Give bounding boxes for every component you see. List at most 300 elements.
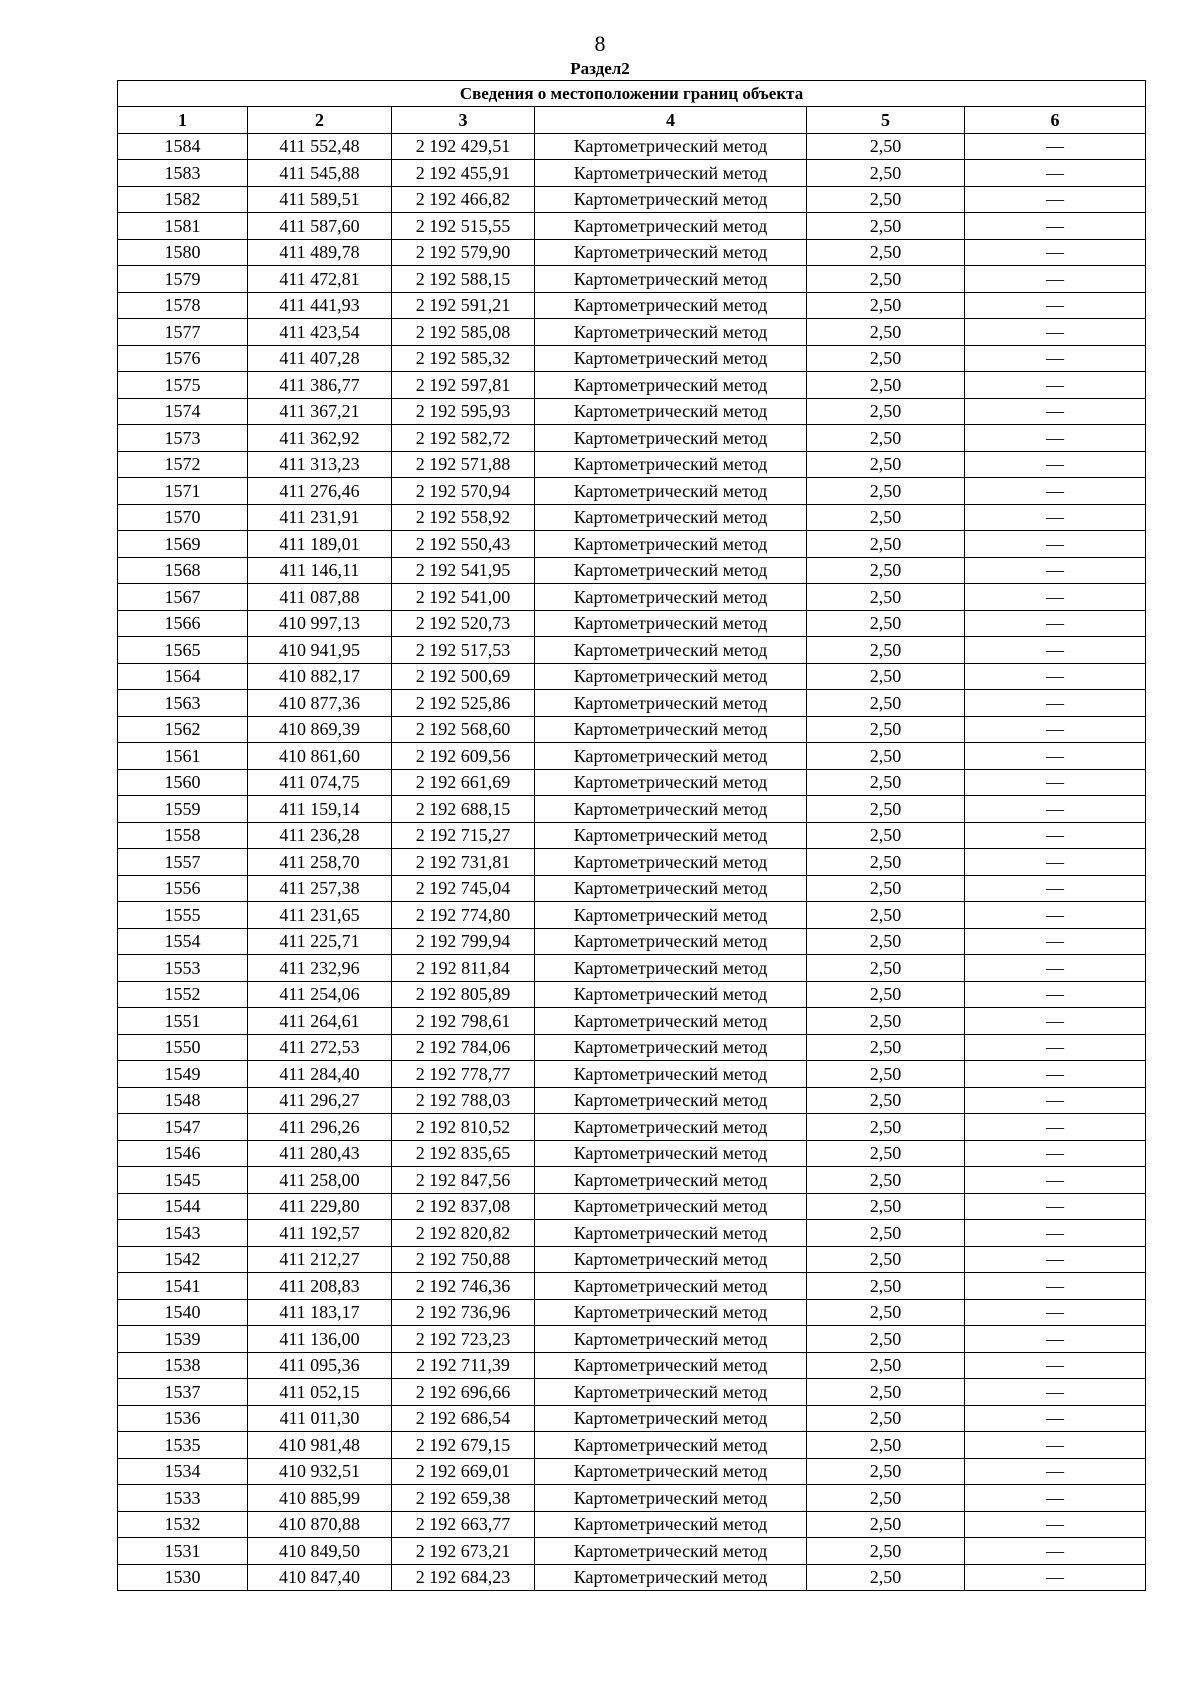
method-cell: Картометрический метод — [535, 1352, 807, 1379]
y-coordinate-cell: 2 192 788,03 — [392, 1087, 535, 1114]
description-cell: — — [965, 292, 1146, 319]
description-cell: — — [965, 822, 1146, 849]
point-number-cell: 1561 — [118, 743, 248, 770]
point-number-cell: 1564 — [118, 663, 248, 690]
x-coordinate-cell: 411 074,75 — [248, 769, 392, 796]
x-coordinate-cell: 411 552,48 — [248, 133, 392, 160]
x-coordinate-cell: 410 932,51 — [248, 1458, 392, 1485]
point-number-cell: 1584 — [118, 133, 248, 160]
y-coordinate-cell: 2 192 429,51 — [392, 133, 535, 160]
x-coordinate-cell: 411 183,17 — [248, 1299, 392, 1326]
method-cell: Картометрический метод — [535, 610, 807, 637]
y-coordinate-cell: 2 192 673,21 — [392, 1538, 535, 1565]
point-number-cell: 1533 — [118, 1485, 248, 1512]
y-coordinate-cell: 2 192 731,81 — [392, 849, 535, 876]
point-number-cell: 1554 — [118, 928, 248, 955]
accuracy-cell: 2,50 — [807, 663, 965, 690]
table-row — [118, 663, 1146, 690]
description-cell: — — [965, 266, 1146, 293]
y-coordinate-cell: 2 192 778,77 — [392, 1061, 535, 1088]
point-number-cell: 1546 — [118, 1140, 248, 1167]
accuracy-cell: 2,50 — [807, 637, 965, 664]
method-cell: Картометрический метод — [535, 1008, 807, 1035]
x-coordinate-cell: 410 941,95 — [248, 637, 392, 664]
description-cell: — — [965, 557, 1146, 584]
method-cell: Картометрический метод — [535, 239, 807, 266]
x-coordinate-cell: 411 208,83 — [248, 1273, 392, 1300]
x-coordinate-cell: 411 272,53 — [248, 1034, 392, 1061]
description-cell: — — [965, 1458, 1146, 1485]
method-cell: Картометрический метод — [535, 796, 807, 823]
description-cell: — — [965, 1538, 1146, 1565]
accuracy-cell: 2,50 — [807, 743, 965, 770]
y-coordinate-cell: 2 192 810,52 — [392, 1114, 535, 1141]
table-row — [118, 1485, 1146, 1512]
description-cell: — — [965, 610, 1146, 637]
x-coordinate-cell: 411 313,23 — [248, 451, 392, 478]
point-number-cell: 1562 — [118, 716, 248, 743]
y-coordinate-cell: 2 192 597,81 — [392, 372, 535, 399]
accuracy-cell: 2,50 — [807, 239, 965, 266]
description-cell: — — [965, 849, 1146, 876]
y-coordinate-cell: 2 192 588,15 — [392, 266, 535, 293]
method-cell: Картометрический метод — [535, 478, 807, 505]
x-coordinate-cell: 410 981,48 — [248, 1432, 392, 1459]
y-coordinate-cell: 2 192 585,08 — [392, 319, 535, 346]
x-coordinate-cell: 411 258,00 — [248, 1167, 392, 1194]
method-cell: Картометрический метод — [535, 186, 807, 213]
x-coordinate-cell: 411 284,40 — [248, 1061, 392, 1088]
y-coordinate-cell: 2 192 568,60 — [392, 716, 535, 743]
point-number-cell: 1576 — [118, 345, 248, 372]
method-cell: Картометрический метод — [535, 928, 807, 955]
column-number: 3 — [392, 107, 535, 134]
point-number-cell: 1566 — [118, 610, 248, 637]
description-cell: — — [965, 1405, 1146, 1432]
accuracy-cell: 2,50 — [807, 1352, 965, 1379]
table-row — [118, 186, 1146, 213]
y-coordinate-cell: 2 192 715,27 — [392, 822, 535, 849]
description-cell: — — [965, 239, 1146, 266]
x-coordinate-cell: 411 386,77 — [248, 372, 392, 399]
description-cell: — — [965, 1432, 1146, 1459]
x-coordinate-cell: 411 258,70 — [248, 849, 392, 876]
method-cell: Картометрический метод — [535, 875, 807, 902]
accuracy-cell: 2,50 — [807, 266, 965, 293]
point-number-cell: 1575 — [118, 372, 248, 399]
table-row — [118, 1352, 1146, 1379]
point-number-cell: 1536 — [118, 1405, 248, 1432]
point-number-cell: 1580 — [118, 239, 248, 266]
table-row — [118, 1246, 1146, 1273]
point-number-cell: 1582 — [118, 186, 248, 213]
table-row — [118, 266, 1146, 293]
description-cell: — — [965, 1273, 1146, 1300]
accuracy-cell: 2,50 — [807, 716, 965, 743]
method-cell: Картометрический метод — [535, 822, 807, 849]
method-cell: Картометрический метод — [535, 133, 807, 160]
table-row — [118, 1273, 1146, 1300]
table-row — [118, 133, 1146, 160]
accuracy-cell: 2,50 — [807, 1432, 965, 1459]
point-number-cell: 1550 — [118, 1034, 248, 1061]
x-coordinate-cell: 411 225,71 — [248, 928, 392, 955]
accuracy-cell: 2,50 — [807, 1564, 965, 1591]
method-cell: Картометрический метод — [535, 398, 807, 425]
x-coordinate-cell: 411 296,26 — [248, 1114, 392, 1141]
y-coordinate-cell: 2 192 784,06 — [392, 1034, 535, 1061]
point-number-cell: 1574 — [118, 398, 248, 425]
point-number-cell: 1542 — [118, 1246, 248, 1273]
method-cell: Картометрический метод — [535, 743, 807, 770]
table-caption-row — [118, 81, 1146, 107]
method-cell: Картометрический метод — [535, 663, 807, 690]
x-coordinate-cell: 411 407,28 — [248, 345, 392, 372]
x-coordinate-cell: 411 232,96 — [248, 955, 392, 982]
table-row — [118, 1140, 1146, 1167]
method-cell: Картометрический метод — [535, 1140, 807, 1167]
x-coordinate-cell: 410 877,36 — [248, 690, 392, 717]
y-coordinate-cell: 2 192 711,39 — [392, 1352, 535, 1379]
accuracy-cell: 2,50 — [807, 928, 965, 955]
point-number-cell: 1578 — [118, 292, 248, 319]
description-cell: — — [965, 690, 1146, 717]
y-coordinate-cell: 2 192 659,38 — [392, 1485, 535, 1512]
method-cell: Картометрический метод — [535, 531, 807, 558]
description-cell: — — [965, 769, 1146, 796]
y-coordinate-cell: 2 192 774,80 — [392, 902, 535, 929]
table-row — [118, 160, 1146, 187]
table-row — [118, 1220, 1146, 1247]
y-coordinate-cell: 2 192 466,82 — [392, 186, 535, 213]
method-cell: Картометрический метод — [535, 1485, 807, 1512]
method-cell: Картометрический метод — [535, 637, 807, 664]
y-coordinate-cell: 2 192 517,53 — [392, 637, 535, 664]
accuracy-cell: 2,50 — [807, 981, 965, 1008]
point-number-cell: 1549 — [118, 1061, 248, 1088]
x-coordinate-cell: 411 159,14 — [248, 796, 392, 823]
y-coordinate-cell: 2 192 591,21 — [392, 292, 535, 319]
accuracy-cell: 2,50 — [807, 849, 965, 876]
table-row — [118, 1538, 1146, 1565]
accuracy-cell: 2,50 — [807, 319, 965, 346]
table-row — [118, 716, 1146, 743]
description-cell: — — [965, 1379, 1146, 1406]
table-row — [118, 981, 1146, 1008]
y-coordinate-cell: 2 192 847,56 — [392, 1167, 535, 1194]
table-row — [118, 239, 1146, 266]
accuracy-cell: 2,50 — [807, 398, 965, 425]
table-row — [118, 1008, 1146, 1035]
accuracy-cell: 2,50 — [807, 1405, 965, 1432]
table-row — [118, 1114, 1146, 1141]
y-coordinate-cell: 2 192 541,95 — [392, 557, 535, 584]
method-cell: Картометрический метод — [535, 557, 807, 584]
point-number-cell: 1534 — [118, 1458, 248, 1485]
description-cell: — — [965, 478, 1146, 505]
x-coordinate-cell: 411 229,80 — [248, 1193, 392, 1220]
y-coordinate-cell: 2 192 736,96 — [392, 1299, 535, 1326]
x-coordinate-cell: 411 587,60 — [248, 213, 392, 240]
description-cell: — — [965, 186, 1146, 213]
table-caption: Сведения о местоположении границ объекта — [118, 81, 1146, 107]
point-number-cell: 1539 — [118, 1326, 248, 1353]
table-row — [118, 1061, 1146, 1088]
y-coordinate-cell: 2 192 515,55 — [392, 213, 535, 240]
y-coordinate-cell: 2 192 582,72 — [392, 425, 535, 452]
description-cell: — — [965, 981, 1146, 1008]
accuracy-cell: 2,50 — [807, 133, 965, 160]
table-row — [118, 769, 1146, 796]
y-coordinate-cell: 2 192 750,88 — [392, 1246, 535, 1273]
method-cell: Картометрический метод — [535, 1034, 807, 1061]
table-row — [118, 743, 1146, 770]
method-cell: Картометрический метод — [535, 1564, 807, 1591]
method-cell: Картометрический метод — [535, 504, 807, 531]
table-row — [118, 584, 1146, 611]
description-cell: — — [965, 1246, 1146, 1273]
description-cell: — — [965, 796, 1146, 823]
method-cell: Картометрический метод — [535, 902, 807, 929]
column-number: 4 — [535, 107, 807, 134]
accuracy-cell: 2,50 — [807, 1273, 965, 1300]
accuracy-cell: 2,50 — [807, 1220, 965, 1247]
point-number-cell: 1543 — [118, 1220, 248, 1247]
description-cell: — — [965, 1167, 1146, 1194]
y-coordinate-cell: 2 192 679,15 — [392, 1432, 535, 1459]
description-cell: — — [965, 1087, 1146, 1114]
description-cell: — — [965, 1511, 1146, 1538]
method-cell: Картометрический метод — [535, 1458, 807, 1485]
table-row — [118, 1458, 1146, 1485]
accuracy-cell: 2,50 — [807, 186, 965, 213]
point-number-cell: 1570 — [118, 504, 248, 531]
point-number-cell: 1559 — [118, 796, 248, 823]
accuracy-cell: 2,50 — [807, 955, 965, 982]
description-cell: — — [965, 372, 1146, 399]
description-cell: — — [965, 1299, 1146, 1326]
description-cell: — — [965, 398, 1146, 425]
table-row — [118, 1034, 1146, 1061]
y-coordinate-cell: 2 192 661,69 — [392, 769, 535, 796]
method-cell: Картометрический метод — [535, 160, 807, 187]
method-cell: Картометрический метод — [535, 849, 807, 876]
table-row — [118, 1193, 1146, 1220]
accuracy-cell: 2,50 — [807, 1008, 965, 1035]
y-coordinate-cell: 2 192 688,15 — [392, 796, 535, 823]
description-cell: — — [965, 928, 1146, 955]
accuracy-cell: 2,50 — [807, 1458, 965, 1485]
point-number-cell: 1560 — [118, 769, 248, 796]
method-cell: Картометрический метод — [535, 769, 807, 796]
table-row — [118, 213, 1146, 240]
accuracy-cell: 2,50 — [807, 902, 965, 929]
method-cell: Картометрический метод — [535, 1246, 807, 1273]
accuracy-cell: 2,50 — [807, 610, 965, 637]
point-number-cell: 1537 — [118, 1379, 248, 1406]
y-coordinate-cell: 2 192 684,23 — [392, 1564, 535, 1591]
point-number-cell: 1547 — [118, 1114, 248, 1141]
x-coordinate-cell: 410 882,17 — [248, 663, 392, 690]
method-cell: Картометрический метод — [535, 1087, 807, 1114]
x-coordinate-cell: 411 236,28 — [248, 822, 392, 849]
table-row — [118, 1087, 1146, 1114]
x-coordinate-cell: 411 280,43 — [248, 1140, 392, 1167]
x-coordinate-cell: 411 589,51 — [248, 186, 392, 213]
point-number-cell: 1538 — [118, 1352, 248, 1379]
x-coordinate-cell: 411 545,88 — [248, 160, 392, 187]
boundary-coordinates-table — [117, 80, 1146, 1591]
point-number-cell: 1571 — [118, 478, 248, 505]
description-cell: — — [965, 213, 1146, 240]
method-cell: Картометрический метод — [535, 266, 807, 293]
method-cell: Картометрический метод — [535, 451, 807, 478]
table-row — [118, 1511, 1146, 1538]
method-cell: Картометрический метод — [535, 319, 807, 346]
column-number: 5 — [807, 107, 965, 134]
column-number: 6 — [965, 107, 1146, 134]
y-coordinate-cell: 2 192 550,43 — [392, 531, 535, 558]
description-cell: — — [965, 345, 1146, 372]
x-coordinate-cell: 411 264,61 — [248, 1008, 392, 1035]
table-row — [118, 531, 1146, 558]
x-coordinate-cell: 411 146,11 — [248, 557, 392, 584]
y-coordinate-cell: 2 192 835,65 — [392, 1140, 535, 1167]
accuracy-cell: 2,50 — [807, 1034, 965, 1061]
point-number-cell: 1545 — [118, 1167, 248, 1194]
accuracy-cell: 2,50 — [807, 584, 965, 611]
description-cell: — — [965, 425, 1146, 452]
description-cell: — — [965, 1193, 1146, 1220]
y-coordinate-cell: 2 192 571,88 — [392, 451, 535, 478]
x-coordinate-cell: 411 254,06 — [248, 981, 392, 1008]
description-cell: — — [965, 1114, 1146, 1141]
point-number-cell: 1557 — [118, 849, 248, 876]
description-cell: — — [965, 504, 1146, 531]
x-coordinate-cell: 411 441,93 — [248, 292, 392, 319]
x-coordinate-cell: 411 362,92 — [248, 425, 392, 452]
point-number-cell: 1553 — [118, 955, 248, 982]
y-coordinate-cell: 2 192 837,08 — [392, 1193, 535, 1220]
x-coordinate-cell: 411 189,01 — [248, 531, 392, 558]
accuracy-cell: 2,50 — [807, 796, 965, 823]
y-coordinate-cell: 2 192 745,04 — [392, 875, 535, 902]
accuracy-cell: 2,50 — [807, 478, 965, 505]
y-coordinate-cell: 2 192 696,66 — [392, 1379, 535, 1406]
x-coordinate-cell: 411 231,65 — [248, 902, 392, 929]
table-row — [118, 849, 1146, 876]
method-cell: Картометрический метод — [535, 292, 807, 319]
x-coordinate-cell: 410 997,13 — [248, 610, 392, 637]
accuracy-cell: 2,50 — [807, 1326, 965, 1353]
table-row — [118, 1564, 1146, 1591]
point-number-cell: 1583 — [118, 160, 248, 187]
accuracy-cell: 2,50 — [807, 1193, 965, 1220]
y-coordinate-cell: 2 192 820,82 — [392, 1220, 535, 1247]
x-coordinate-cell: 410 861,60 — [248, 743, 392, 770]
method-cell: Картометрический метод — [535, 716, 807, 743]
table-row — [118, 504, 1146, 531]
column-number: 2 — [248, 107, 392, 134]
point-number-cell: 1569 — [118, 531, 248, 558]
method-cell: Картометрический метод — [535, 1432, 807, 1459]
accuracy-cell: 2,50 — [807, 1246, 965, 1273]
method-cell: Картометрический метод — [535, 1379, 807, 1406]
accuracy-cell: 2,50 — [807, 345, 965, 372]
accuracy-cell: 2,50 — [807, 292, 965, 319]
page-number: 8 — [594, 31, 606, 56]
x-coordinate-cell: 411 231,91 — [248, 504, 392, 531]
description-cell: — — [965, 875, 1146, 902]
x-coordinate-cell: 411 276,46 — [248, 478, 392, 505]
description-cell: — — [965, 1034, 1146, 1061]
y-coordinate-cell: 2 192 798,61 — [392, 1008, 535, 1035]
table-row — [118, 398, 1146, 425]
point-number-cell: 1579 — [118, 266, 248, 293]
table-row — [118, 1299, 1146, 1326]
accuracy-cell: 2,50 — [807, 1167, 965, 1194]
description-cell: — — [965, 319, 1146, 346]
table-row — [118, 1405, 1146, 1432]
point-number-cell: 1568 — [118, 557, 248, 584]
point-number-cell: 1555 — [118, 902, 248, 929]
x-coordinate-cell: 411 367,21 — [248, 398, 392, 425]
accuracy-cell: 2,50 — [807, 451, 965, 478]
method-cell: Картометрический метод — [535, 981, 807, 1008]
accuracy-cell: 2,50 — [807, 1140, 965, 1167]
accuracy-cell: 2,50 — [807, 822, 965, 849]
point-number-cell: 1573 — [118, 425, 248, 452]
point-number-cell: 1535 — [118, 1432, 248, 1459]
table-row — [118, 796, 1146, 823]
y-coordinate-cell: 2 192 558,92 — [392, 504, 535, 531]
point-number-cell: 1541 — [118, 1273, 248, 1300]
accuracy-cell: 2,50 — [807, 1538, 965, 1565]
table-row — [118, 345, 1146, 372]
method-cell: Картометрический метод — [535, 1114, 807, 1141]
accuracy-cell: 2,50 — [807, 1511, 965, 1538]
table-row — [118, 875, 1146, 902]
method-cell: Картометрический метод — [535, 372, 807, 399]
x-coordinate-cell: 411 257,38 — [248, 875, 392, 902]
y-coordinate-cell: 2 192 579,90 — [392, 239, 535, 266]
description-cell: — — [965, 1008, 1146, 1035]
description-cell: — — [965, 1564, 1146, 1591]
table-row — [118, 822, 1146, 849]
y-coordinate-cell: 2 192 746,36 — [392, 1273, 535, 1300]
column-number: 1 — [118, 107, 248, 134]
accuracy-cell: 2,50 — [807, 1087, 965, 1114]
point-number-cell: 1552 — [118, 981, 248, 1008]
point-number-cell: 1531 — [118, 1538, 248, 1565]
point-number-cell: 1565 — [118, 637, 248, 664]
table-row — [118, 1432, 1146, 1459]
point-number-cell: 1563 — [118, 690, 248, 717]
point-number-cell: 1556 — [118, 875, 248, 902]
description-cell: — — [965, 531, 1146, 558]
x-coordinate-cell: 411 095,36 — [248, 1352, 392, 1379]
x-coordinate-cell: 411 011,30 — [248, 1405, 392, 1432]
accuracy-cell: 2,50 — [807, 1114, 965, 1141]
y-coordinate-cell: 2 192 811,84 — [392, 955, 535, 982]
x-coordinate-cell: 411 423,54 — [248, 319, 392, 346]
y-coordinate-cell: 2 192 455,91 — [392, 160, 535, 187]
section-title: Раздел2 — [570, 59, 630, 78]
x-coordinate-cell: 411 472,81 — [248, 266, 392, 293]
y-coordinate-cell: 2 192 525,86 — [392, 690, 535, 717]
x-coordinate-cell: 411 489,78 — [248, 239, 392, 266]
accuracy-cell: 2,50 — [807, 504, 965, 531]
